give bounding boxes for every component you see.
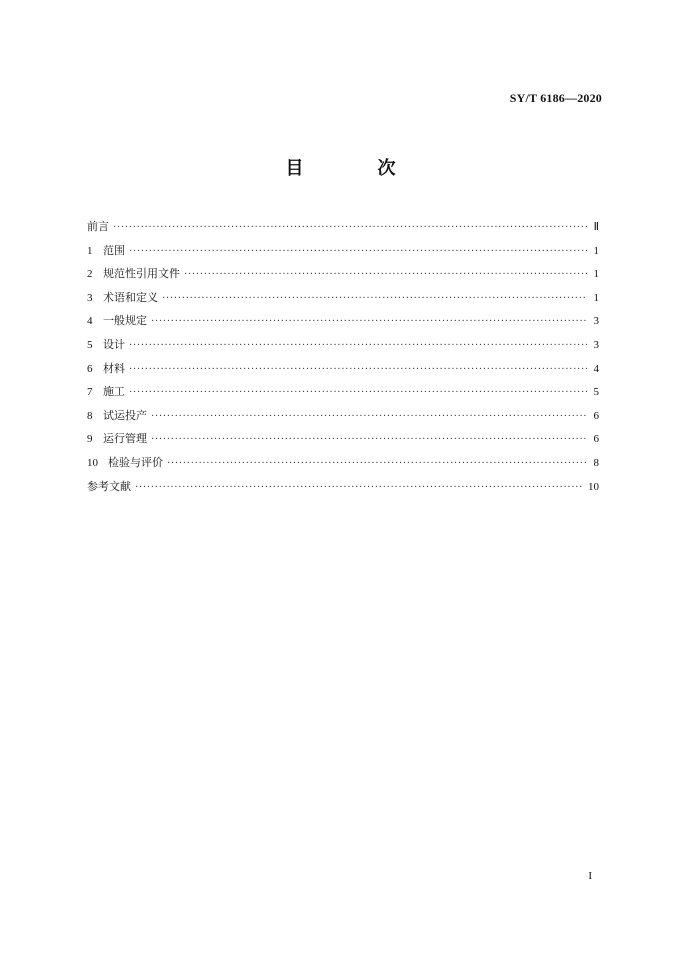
toc-entry-label: 一般规定 — [103, 314, 147, 328]
toc-entry-number: 2 — [87, 268, 93, 281]
toc-entry-label: 施工 — [103, 385, 125, 399]
toc-entry-page: 4 — [593, 362, 599, 375]
toc-dot-leader — [151, 405, 587, 429]
toc-entry-page: 6 — [593, 433, 599, 446]
toc-entry-number: 10 — [87, 456, 98, 469]
toc-entry-design[interactable] — [87, 333, 599, 357]
toc-dot-leader — [129, 240, 587, 264]
toc-entry-general-provisions[interactable] — [87, 309, 599, 333]
toc-title: 目 次 — [285, 158, 424, 179]
toc-dot-leader — [129, 334, 587, 358]
toc-dot-leader — [129, 358, 587, 382]
toc-dot-leader — [151, 310, 587, 334]
toc-entry-operation-management[interactable] — [87, 427, 599, 451]
toc-entry-number: 7 — [87, 386, 93, 399]
toc-entry-label: 参考文献 — [87, 479, 131, 493]
toc-entry-number: 1 — [87, 244, 93, 257]
toc-entry-preface[interactable] — [87, 215, 599, 239]
toc-entry-label: 术语和定义 — [103, 290, 158, 304]
toc-entry-scope[interactable] — [87, 239, 599, 263]
toc-entry-page: 1 — [593, 268, 599, 281]
toc-entry-label: 试运投产 — [103, 408, 147, 422]
toc-entry-page: 5 — [593, 386, 599, 399]
toc-entry-label: 运行管理 — [103, 432, 147, 446]
toc-entry-normative-references[interactable] — [87, 262, 599, 286]
toc-entry-terms[interactable] — [87, 286, 599, 310]
toc-entry-number: 3 — [87, 291, 93, 304]
toc-dot-leader — [129, 381, 587, 405]
toc-dot-leader — [162, 287, 587, 311]
toc-entry-bibliography[interactable] — [87, 475, 599, 499]
toc-entry-label: 检验与评价 — [108, 455, 163, 469]
toc-entry-page: 10 — [588, 480, 599, 493]
toc-dot-leader — [167, 452, 587, 476]
toc-entry-number: 4 — [87, 315, 93, 328]
toc-dot-leader — [151, 428, 587, 452]
toc-dot-leader — [135, 476, 584, 500]
toc-entry-page: 6 — [593, 409, 599, 422]
toc-entry-page: 8 — [593, 456, 599, 469]
toc-entry-label: 设计 — [103, 337, 125, 351]
toc-entry-label: 前言 — [87, 220, 109, 233]
toc-entry-page: Ⅱ — [593, 221, 599, 233]
toc-entry-commissioning[interactable] — [87, 404, 599, 428]
toc-entry-label: 材料 — [103, 361, 125, 375]
toc-entry-materials[interactable] — [87, 357, 599, 381]
toc-entry-number: 9 — [87, 433, 93, 446]
toc-entry-page: 3 — [593, 338, 599, 351]
toc-entry-number: 5 — [87, 338, 93, 351]
toc-entry-label: 规范性引用文件 — [103, 267, 180, 281]
toc-entry-label: 范围 — [103, 243, 125, 257]
toc-entry-number: 8 — [87, 409, 93, 422]
toc-entry-number: 6 — [87, 362, 93, 375]
toc-entry-page: 1 — [593, 291, 599, 304]
toc-entry-inspection-evaluation[interactable] — [87, 451, 599, 475]
toc-entry-construction[interactable] — [87, 380, 599, 404]
toc-entry-page: 3 — [593, 315, 599, 328]
table-of-contents — [87, 215, 599, 498]
toc-dot-leader — [113, 216, 587, 240]
page-number: I — [588, 870, 592, 882]
toc-dot-leader — [184, 263, 587, 287]
toc-entry-page: 1 — [593, 244, 599, 257]
standard-code: SY/T 6186—2020 — [509, 91, 602, 105]
